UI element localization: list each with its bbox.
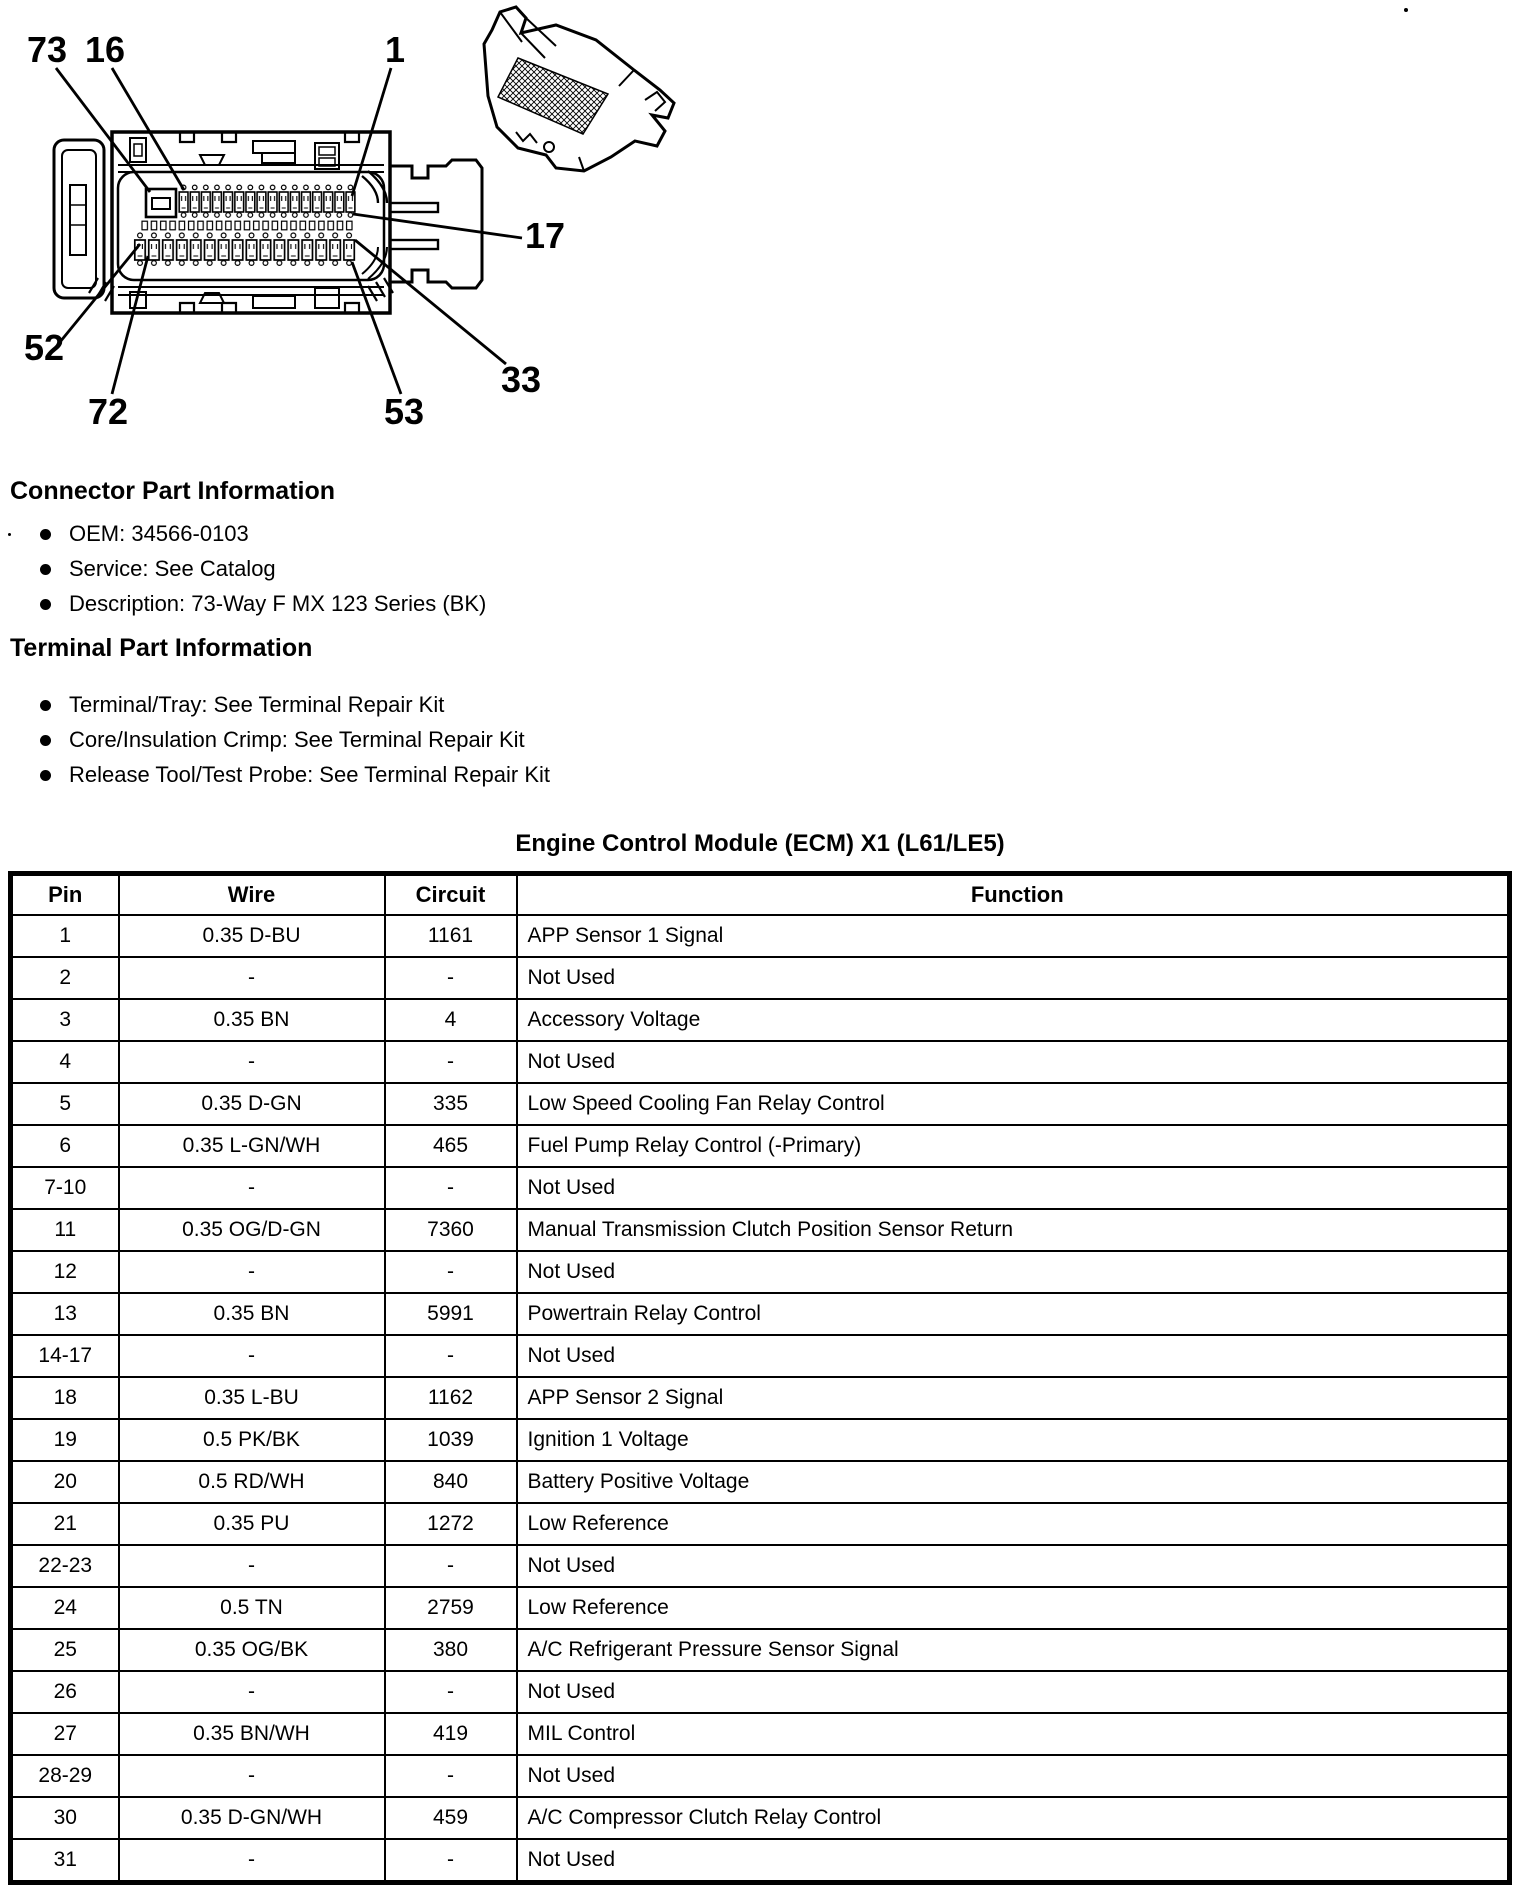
pin-cell: 2	[11, 957, 119, 999]
function-cell: Not Used	[517, 1251, 1510, 1293]
wire-cell: -	[119, 1041, 385, 1083]
wire-cell: 0.35 D-GN/WH	[119, 1797, 385, 1839]
terminal-part-info-section	[0, 633, 1520, 787]
function-cell: Not Used	[517, 1167, 1510, 1209]
pin-cell: 12	[11, 1251, 119, 1293]
function-cell: Not Used	[517, 1839, 1510, 1883]
function-cell: A/C Compressor Clutch Relay Control	[517, 1797, 1510, 1839]
pin-cell: 30	[11, 1797, 119, 1839]
wire-cell: 0.35 L-BU	[119, 1377, 385, 1419]
function-cell: Manual Transmission Clutch Position Sensor Return	[517, 1209, 1510, 1251]
callout-17-label: 17	[524, 215, 566, 256]
pin-cell: 13	[11, 1293, 119, 1335]
pin-cell: 24	[11, 1587, 119, 1629]
callout-53-label: 53	[383, 391, 425, 430]
callout-72-label: 72	[87, 391, 129, 430]
pin-cell: 14-17	[11, 1335, 119, 1377]
list-item-text: Description: 73-Way F MX 123 Series (BK)	[69, 591, 487, 616]
callout-16-label: 16	[84, 29, 126, 70]
list-item-text: Core/Insulation Crimp: See Terminal Repair Kit	[69, 727, 525, 752]
col-header-function: Function	[517, 874, 1510, 916]
pin-cell: 5	[11, 1083, 119, 1125]
wire-cell: -	[119, 1545, 385, 1587]
wire-cell: 0.35 D-BU	[119, 915, 385, 957]
callout-17-leader	[353, 214, 522, 238]
circuit-cell: 1039	[385, 1419, 517, 1461]
circuit-cell: -	[385, 1545, 517, 1587]
pin-cell: 11	[11, 1209, 119, 1251]
function-cell: Low Speed Cooling Fan Relay Control	[517, 1083, 1510, 1125]
list-item	[0, 728, 1520, 752]
bullet-icon	[40, 700, 51, 711]
pin-cell: 4	[11, 1041, 119, 1083]
function-cell: Not Used	[517, 1335, 1510, 1377]
table-row	[11, 1167, 1510, 1209]
wire-cell: 0.5 RD/WH	[119, 1461, 385, 1503]
pin-cell: 27	[11, 1713, 119, 1755]
wire-cell: -	[119, 1671, 385, 1713]
pin-cell: 18	[11, 1377, 119, 1419]
table-row	[11, 1083, 1510, 1125]
list-item-text: OEM: 34566-0103	[69, 521, 249, 546]
pin-cell: 31	[11, 1839, 119, 1883]
callout-73-label: 73	[26, 29, 68, 70]
function-cell: Not Used	[517, 1041, 1510, 1083]
circuit-cell: 1161	[385, 915, 517, 957]
bullet-icon	[40, 770, 51, 781]
wire-cell: 0.35 PU	[119, 1503, 385, 1545]
table-row	[11, 1461, 1510, 1503]
function-cell: Fuel Pump Relay Control (-Primary)	[517, 1125, 1510, 1167]
terminal-part-info-list	[0, 693, 1520, 787]
connector-lock-clip-drawing	[484, 7, 674, 171]
connector-part-info-section	[0, 476, 1520, 616]
table-row	[11, 1251, 1510, 1293]
circuit-cell: -	[385, 1671, 517, 1713]
pin-cell: 3	[11, 999, 119, 1041]
circuit-cell: 840	[385, 1461, 517, 1503]
circuit-cell: 2759	[385, 1587, 517, 1629]
function-cell: Low Reference	[517, 1503, 1510, 1545]
mounting-bracket-drawing	[390, 160, 482, 288]
terminal-part-info-heading: Terminal Part Information	[10, 634, 313, 662]
table-row	[11, 1755, 1510, 1797]
table-row	[11, 1797, 1510, 1839]
bullet-icon	[40, 599, 51, 610]
table-title: Engine Control Module (ECM) X1 (L61/LE5)	[515, 830, 1005, 857]
callout-52-label: 52	[23, 327, 65, 368]
circuit-cell: -	[385, 1167, 517, 1209]
function-cell: APP Sensor 2 Signal	[517, 1377, 1510, 1419]
table-row	[11, 1503, 1510, 1545]
pin-cell: 22-23	[11, 1545, 119, 1587]
bullet-icon	[40, 564, 51, 575]
callout-72-leader	[112, 256, 148, 394]
list-item-text: Release Tool/Test Probe: See Terminal Repair Kit	[69, 762, 550, 787]
terminal-row-middle	[140, 219, 354, 232]
wire-cell: 0.35 L-GN/WH	[119, 1125, 385, 1167]
wire-cell: -	[119, 1251, 385, 1293]
wire-cell: 0.35 D-GN	[119, 1083, 385, 1125]
function-cell: APP Sensor 1 Signal	[517, 915, 1510, 957]
pin-cell: 1	[11, 915, 119, 957]
circuit-cell: 465	[385, 1125, 517, 1167]
table-row	[11, 915, 1510, 957]
circuit-cell: -	[385, 1755, 517, 1797]
wire-cell: -	[119, 1335, 385, 1377]
table-row	[11, 1629, 1510, 1671]
function-cell: Battery Positive Voltage	[517, 1461, 1510, 1503]
list-item	[0, 557, 1520, 581]
function-cell: MIL Control	[517, 1713, 1510, 1755]
pin-cell: 21	[11, 1503, 119, 1545]
list-item	[0, 522, 1520, 546]
col-header-wire: Wire	[119, 874, 385, 916]
circuit-cell: 4	[385, 999, 517, 1041]
circuit-cell: -	[385, 1251, 517, 1293]
function-cell: Not Used	[517, 1545, 1510, 1587]
pin-cell: 20	[11, 1461, 119, 1503]
circuit-cell: 459	[385, 1797, 517, 1839]
function-cell: Not Used	[517, 1755, 1510, 1797]
table-row	[11, 1545, 1510, 1587]
list-item-text: Service: See Catalog	[69, 556, 276, 581]
pin-cell: 6	[11, 1125, 119, 1167]
table-row	[11, 1377, 1510, 1419]
circuit-cell: 1162	[385, 1377, 517, 1419]
terminal-row-lower	[133, 232, 356, 266]
pin-cell: 25	[11, 1629, 119, 1671]
list-item	[0, 592, 1520, 616]
table-row	[11, 1335, 1510, 1377]
bullet-icon	[40, 529, 51, 540]
function-cell: Not Used	[517, 957, 1510, 999]
table-row	[11, 957, 1510, 999]
circuit-cell: 380	[385, 1629, 517, 1671]
function-cell: Low Reference	[517, 1587, 1510, 1629]
table-row	[11, 1839, 1510, 1883]
wire-cell: -	[119, 1839, 385, 1883]
wire-cell: -	[119, 1167, 385, 1209]
list-item-text: Terminal/Tray: See Terminal Repair Kit	[69, 692, 445, 717]
function-cell: Accessory Voltage	[517, 999, 1510, 1041]
pin-cell: 28-29	[11, 1755, 119, 1797]
function-cell: Not Used	[517, 1671, 1510, 1713]
wire-cell: 0.35 BN	[119, 1293, 385, 1335]
pinout-table	[8, 871, 1512, 1885]
table-header-row	[11, 874, 1510, 916]
pin-cell: 7-10	[11, 1167, 119, 1209]
table-row	[11, 1125, 1510, 1167]
wire-cell: 0.35 BN	[119, 999, 385, 1041]
list-item	[0, 763, 1520, 787]
connector-diagram	[0, 0, 700, 430]
table-row	[11, 1293, 1510, 1335]
wire-cell: -	[119, 1755, 385, 1797]
function-cell: A/C Refrigerant Pressure Sensor Signal	[517, 1629, 1510, 1671]
circuit-cell: 335	[385, 1083, 517, 1125]
function-cell: Powertrain Relay Control	[517, 1293, 1510, 1335]
circuit-cell: 1272	[385, 1503, 517, 1545]
circuit-cell: 5991	[385, 1293, 517, 1335]
circuit-cell: -	[385, 1839, 517, 1883]
table-row	[11, 1587, 1510, 1629]
bullet-icon	[40, 735, 51, 746]
connector-part-info-list	[0, 522, 1520, 616]
circuit-cell: -	[385, 1335, 517, 1377]
list-item	[0, 693, 1520, 717]
wire-cell: 0.35 OG/BK	[119, 1629, 385, 1671]
scan-artifact-dot	[8, 533, 11, 536]
table-row	[11, 1419, 1510, 1461]
table-row	[11, 999, 1510, 1041]
callout-1-label: 1	[384, 29, 406, 70]
table-row	[11, 1209, 1510, 1251]
function-cell: Ignition 1 Voltage	[517, 1419, 1510, 1461]
table-row	[11, 1671, 1510, 1713]
pin-cell: 19	[11, 1419, 119, 1461]
callout-33-label: 33	[500, 359, 542, 400]
wire-cell: 0.5 TN	[119, 1587, 385, 1629]
col-header-pin: Pin	[11, 874, 119, 916]
table-row	[11, 1713, 1510, 1755]
pin-cell: 26	[11, 1671, 119, 1713]
wire-cell: 0.35 BN/WH	[119, 1713, 385, 1755]
connector-part-info-heading: Connector Part Information	[10, 477, 336, 505]
circuit-cell: -	[385, 957, 517, 999]
circuit-cell: 7360	[385, 1209, 517, 1251]
scan-artifact-dot	[1404, 8, 1408, 12]
terminal-row-upper	[178, 184, 356, 218]
wire-cell: 0.35 OG/D-GN	[119, 1209, 385, 1251]
wire-cell: 0.5 PK/BK	[119, 1419, 385, 1461]
table-row	[11, 1041, 1510, 1083]
circuit-cell: 419	[385, 1713, 517, 1755]
wire-cell: -	[119, 957, 385, 999]
circuit-cell: -	[385, 1041, 517, 1083]
col-header-circuit: Circuit	[385, 874, 517, 916]
